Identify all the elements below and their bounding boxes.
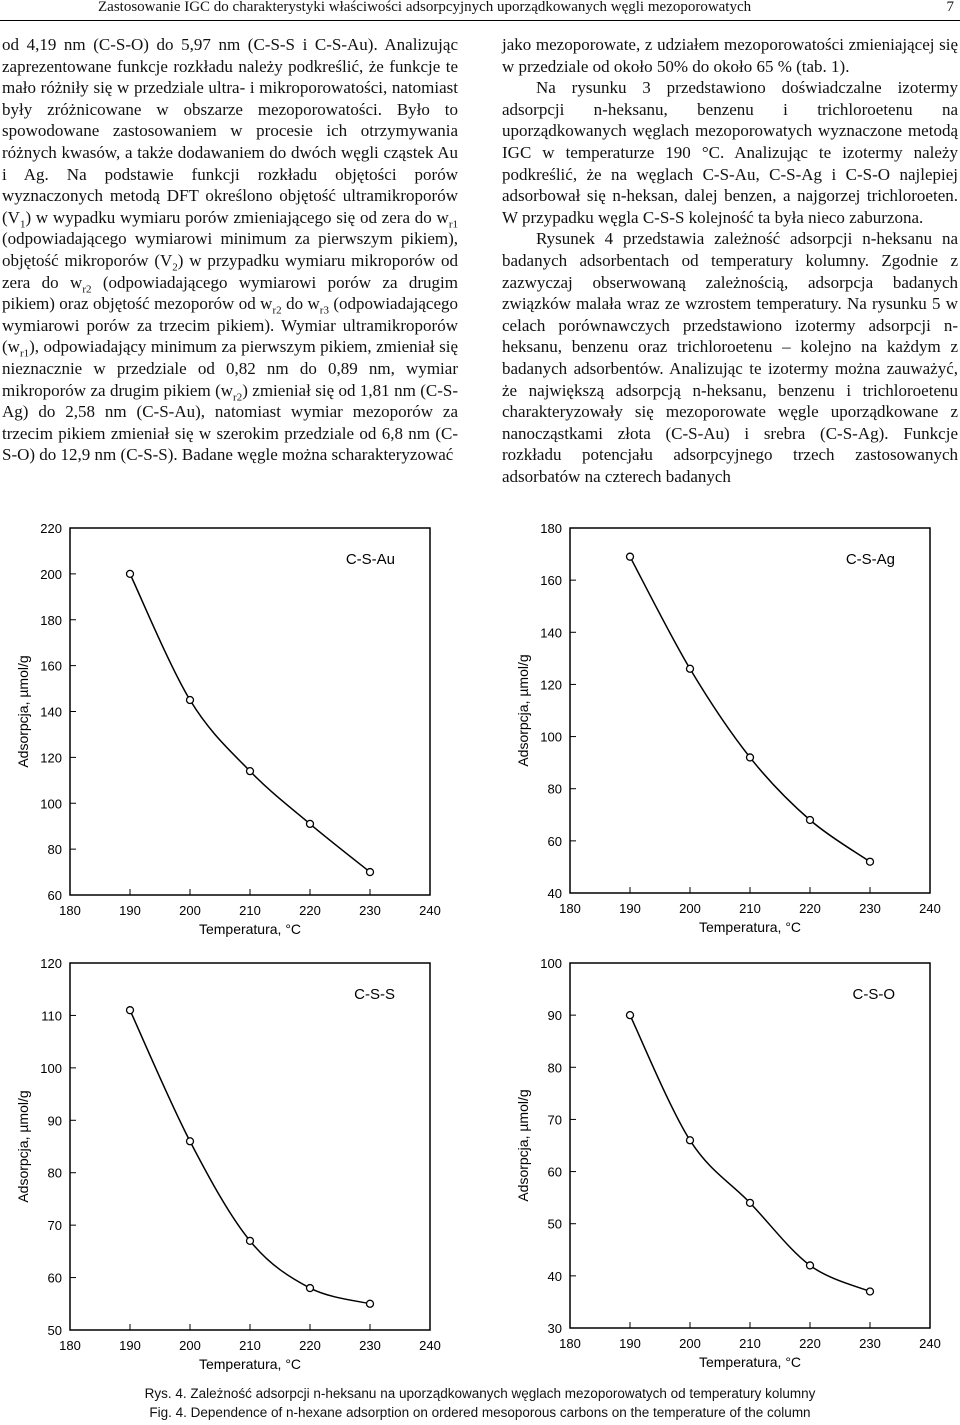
y-tick-label: 120 xyxy=(540,677,562,693)
x-tick-label: 190 xyxy=(119,903,141,918)
x-tick-label: 200 xyxy=(179,1338,201,1353)
data-point xyxy=(127,1007,134,1014)
y-tick-label: 140 xyxy=(40,704,62,720)
chart-svg xyxy=(0,955,470,1375)
y-tick-label: 120 xyxy=(40,750,62,766)
series-label: C-S-Au xyxy=(345,551,395,568)
x-tick-label: 240 xyxy=(919,1336,941,1351)
chart-svg xyxy=(495,955,960,1375)
data-point xyxy=(187,1138,194,1145)
y-tick-label: 120 xyxy=(40,956,62,971)
paragraph: jako mezoporowate, z udziałem mezoporowatości zmieniającej się w przedziale od około 50% do około 65 % (tab. 1). xyxy=(502,35,958,76)
y-tick-label: 90 xyxy=(547,1008,562,1024)
y-axis-label: Adsorpcja, µmol/g xyxy=(515,654,531,767)
x-axis-label: Temperatura, °C xyxy=(198,1356,302,1372)
x-axis-label: Temperatura, °C xyxy=(698,1354,802,1370)
x-tick-label: 210 xyxy=(239,1338,261,1353)
x-tick-label: 190 xyxy=(119,1338,141,1353)
page-number: 7 xyxy=(946,0,954,15)
data-point xyxy=(247,1237,254,1244)
y-tick-label: 100 xyxy=(40,1060,62,1076)
x-tick-label: 200 xyxy=(179,903,201,918)
chart-c-s-s xyxy=(0,955,470,1375)
series-line xyxy=(130,574,370,872)
data-point xyxy=(127,570,134,577)
y-tick-label: 100 xyxy=(540,729,562,745)
y-tick-label: 180 xyxy=(540,521,562,536)
x-tick-label: 230 xyxy=(359,1338,381,1353)
x-axis-label: Temperatura, °C xyxy=(198,921,302,937)
y-tick-label: 160 xyxy=(40,658,62,674)
data-point xyxy=(807,817,814,824)
x-tick-label: 180 xyxy=(59,903,81,918)
plot-frame xyxy=(70,528,430,895)
x-tick-label: 190 xyxy=(619,1336,641,1351)
x-tick-label: 210 xyxy=(739,1336,761,1351)
y-axis-label: Adsorpcja, µmol/g xyxy=(515,1089,531,1202)
x-tick-label: 180 xyxy=(59,1338,81,1353)
y-tick-label: 40 xyxy=(547,886,562,901)
y-tick-label: 40 xyxy=(547,1268,562,1284)
y-tick-label: 80 xyxy=(547,1060,562,1076)
x-tick-label: 240 xyxy=(419,1338,441,1353)
figure-caption-en: Fig. 4. Dependence of n-hexane adsorption on ordered mesoporous carbons on the temperature of the column xyxy=(149,1405,811,1420)
x-tick-label: 220 xyxy=(799,901,821,916)
series-line xyxy=(630,557,870,862)
data-point xyxy=(687,1137,694,1144)
y-tick-label: 60 xyxy=(47,1270,62,1286)
running-title: Zastosowanie IGC do charakterystyki właściwości adsorpcyjnych uporządkowanych węgli mezoporowatych xyxy=(98,0,752,15)
y-tick-label: 30 xyxy=(547,1321,562,1336)
data-point xyxy=(807,1262,814,1269)
x-tick-label: 230 xyxy=(359,903,381,918)
data-point xyxy=(187,697,194,704)
series-line xyxy=(630,1015,870,1291)
y-tick-label: 80 xyxy=(47,842,62,858)
chart-c-s-o xyxy=(495,955,960,1375)
series-label: C-S-O xyxy=(852,986,895,1003)
series-label: C-S-Ag xyxy=(845,551,895,568)
chart-c-s-au xyxy=(0,520,470,940)
data-point xyxy=(627,553,634,560)
text-column-right xyxy=(502,34,958,487)
y-tick-label: 80 xyxy=(547,781,562,797)
plot-frame xyxy=(570,528,930,893)
data-point xyxy=(747,1199,754,1206)
y-tick-label: 110 xyxy=(41,1008,62,1024)
data-point xyxy=(247,768,254,775)
text-column-left xyxy=(2,34,458,466)
data-point xyxy=(307,1285,314,1292)
y-tick-label: 140 xyxy=(540,625,562,641)
x-tick-label: 220 xyxy=(299,903,321,918)
x-tick-label: 200 xyxy=(679,1336,701,1351)
y-tick-label: 220 xyxy=(40,521,62,536)
data-point xyxy=(867,1288,874,1295)
y-axis-label: Adsorpcja, µmol/g xyxy=(15,1090,31,1203)
x-tick-label: 180 xyxy=(559,901,581,916)
x-tick-label: 210 xyxy=(239,903,261,918)
x-axis-label: Temperatura, °C xyxy=(698,919,802,935)
x-tick-label: 190 xyxy=(619,901,641,916)
plot-frame xyxy=(570,963,930,1328)
y-tick-label: 100 xyxy=(540,956,562,971)
chart-svg xyxy=(495,520,960,940)
y-tick-label: 70 xyxy=(47,1218,62,1234)
y-tick-label: 180 xyxy=(40,612,62,628)
x-tick-label: 180 xyxy=(559,1336,581,1351)
y-tick-label: 90 xyxy=(47,1113,62,1129)
y-tick-label: 60 xyxy=(547,833,562,849)
y-axis-label: Adsorpcja, µmol/g xyxy=(15,655,31,768)
data-point xyxy=(627,1012,634,1019)
page-header xyxy=(0,0,960,21)
series-line xyxy=(130,1010,370,1304)
paragraph: od 4,19 nm (C-S-O) do 5,97 nm (C-S-S i C-S-Au). Analizując zaprezentowane funkcje rozkładu należy podkreślić, że funkcje te mało różniły się w przedziale ultra- i mikroporowatości, natomiast były zróżnicowane w obszarze mezoporowatości. Było to spowodowane zastosowaniem w procesie ich otrzymywania różnych kwasów, a także dodawaniem do dwóch węgli cząstek Au i Ag. Na podstawie funkcji rozkładu objętości porów wyznaczonych metodą DFT określono objętość ultramikroporów $(V_1)$ w wypadku wymiaru porów zmieniającego się od zera do $w_{r1}$ (odpowiadającego wymiarowi minimum za pierwszym pikiem), objętość mikroporów $(V_2)$ w przypadku wymiaru mikroporów od zera do $w_{r2}$ (odpowiadającego wymiarowi porów za drugim pikiem) oraz objętość mezoporów od $w_{r2}$ do $w_{r3}$ (odpowiadającego wymiarowi porów za trzecim pikiem). Wymiar ultramikroporów $(w_{r1})$, odpowiadający minimum za pierwszym pikiem, zmieniał się nieznacznie w przedziale od 0,82 nm do 0,89 nm, wymiar mikroporów za drugim pikiem $(w_{r2})$ zmieniał się od 1,81 nm (C-S-Ag) do 2,58 nm (C-S-Au), natomiast wymiar mezoporów za trzecim pikiem zmieniał się w szerokim przedziale od 6,8 nm (C-S-O) do 12,9 nm (C-S-S). Badane węgle można scharakteryzować xyxy=(2,35,458,465)
y-tick-label: 70 xyxy=(547,1112,562,1128)
figure-caption-pl: Rys. 4. Zależność adsorpcji n-heksanu na uporządkowanych węglach mezoporowatych od temperatury kolumny xyxy=(144,1386,816,1401)
x-tick-label: 220 xyxy=(299,1338,321,1353)
x-tick-label: 210 xyxy=(739,901,761,916)
data-point xyxy=(687,665,694,672)
y-tick-label: 50 xyxy=(547,1216,562,1232)
y-tick-label: 60 xyxy=(47,888,62,903)
paragraph: Na rysunku 3 przedstawiono doświadczalne izotermy adsorpcji n-heksanu, benzenu i trichloroetenu na uporządkowanych węglach mezoporowatych wyznaczone metodą IGC w temperaturze 190 °C. Analizując te izotermy należy podkreślić, że na węglach C-S-Au, C-S-Ag i C-S-O najlepiej adsorbował się n-heksan, dalej benzen, a najgorzej trichloroeten. W przypadku węgla C-S-S kolejność ta była nieco zaburzona. xyxy=(502,78,958,227)
x-tick-label: 200 xyxy=(679,901,701,916)
x-tick-label: 230 xyxy=(859,901,881,916)
x-tick-label: 220 xyxy=(799,1336,821,1351)
plot-frame xyxy=(70,963,430,1330)
y-tick-label: 160 xyxy=(540,573,562,589)
paragraph: Rysunek 4 przedstawia zależność adsorpcji n-heksanu na badanych adsorbentach od temperatury kolumny. Zgodnie z zazwyczaj obserwowaną zależnością, adsorpcja badanych związków malała wraz ze wzrostem temperatury. Na rysunku 5 w celach porównawczych przedstawiono izotermy adsorpcji n-heksanu, benzenu oraz trichloroetenu – kolejno na każdym z badanych adsorbentów. Analizując te izotermy można zauważyć, że największą adsorpcją n-heksanu, benzenu i trichloroetenu charakteryzowały się mezoporowate węgle uporządkowane z nanocząstkami złota (C-S-Au) i srebra (C-S-Ag). Funkcje rozkładu potencjału adsorpcyjnego trzech zastosowanych adsorbatów na czterech badanych xyxy=(502,229,958,486)
y-tick-label: 200 xyxy=(40,566,62,582)
y-tick-label: 100 xyxy=(40,796,62,812)
y-tick-label: 60 xyxy=(547,1164,562,1180)
data-point xyxy=(747,754,754,761)
y-tick-label: 50 xyxy=(47,1323,62,1338)
chart-c-s-ag xyxy=(495,520,960,940)
series-label: C-S-S xyxy=(354,986,395,1003)
chart-svg xyxy=(0,520,470,940)
x-tick-label: 230 xyxy=(859,1336,881,1351)
x-tick-label: 240 xyxy=(919,901,941,916)
data-point xyxy=(307,820,314,827)
y-tick-label: 80 xyxy=(47,1165,62,1181)
data-point xyxy=(367,1300,374,1307)
data-point xyxy=(867,858,874,865)
x-tick-label: 240 xyxy=(419,903,441,918)
data-point xyxy=(367,869,374,876)
